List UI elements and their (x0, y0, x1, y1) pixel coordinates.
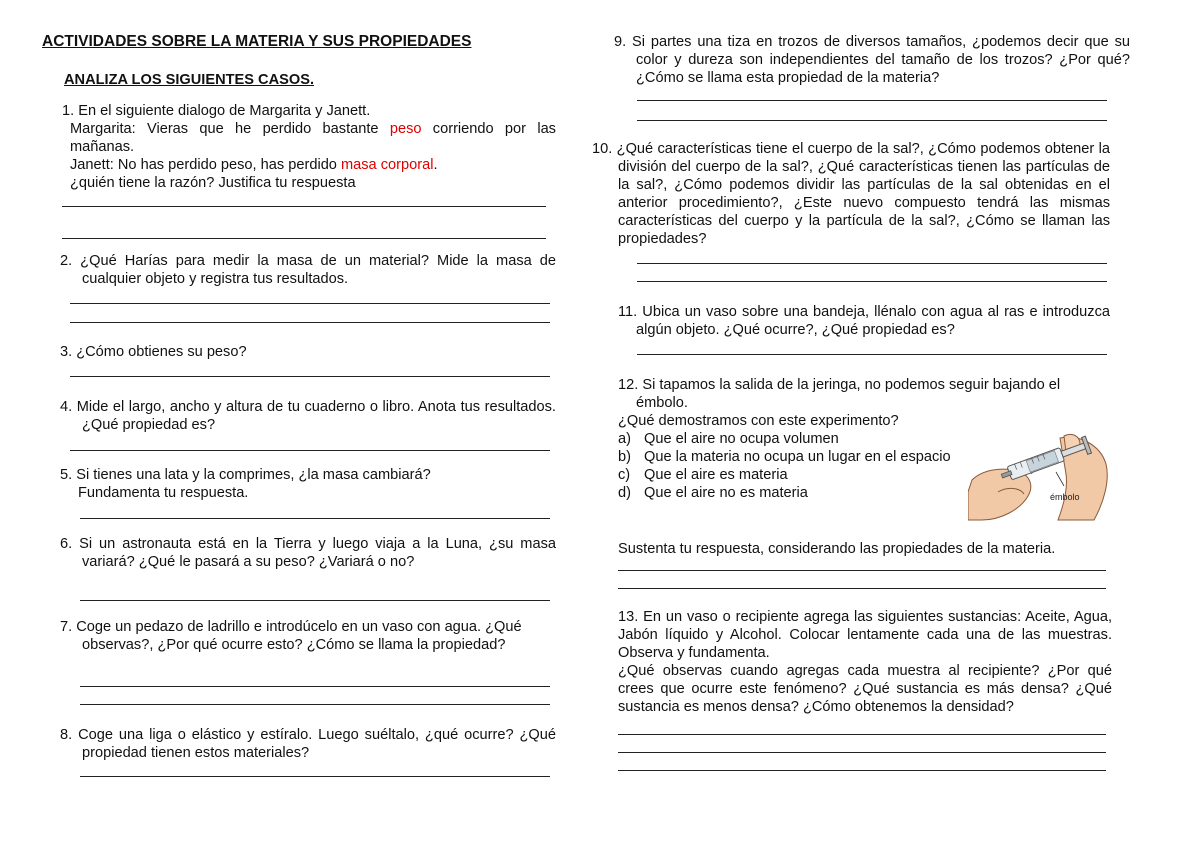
answer-line[interactable] (637, 281, 1107, 282)
q1-j-post: . (433, 157, 438, 173)
answer-line[interactable] (70, 376, 550, 377)
q1-m-post: corriendo por las mañanas. (70, 121, 556, 155)
question-3: 3. ¿Cómo obtienes su peso? (60, 344, 247, 360)
q13-p1: 13. En un vaso o recipiente agrega las siguientes sustancias: Aceite, Agua, Jabón líquido y Alcohol. Colocar lentamente cada una de las muestras. Observa y fundamenta. (618, 609, 1112, 661)
q1-janett (62, 156, 556, 174)
q1-j-red: masa corporal (340, 157, 434, 173)
q5-line-a: 5. Si tienes una lata y la comprimes, ¿la masa cambiará? (60, 467, 431, 483)
answer-line[interactable] (62, 206, 546, 207)
q12-support: Sustenta tu respuesta, considerando las propiedades de la materia. (618, 541, 1056, 557)
answer-line[interactable] (70, 303, 550, 304)
option-letter: b) (618, 449, 631, 465)
question-11: 11. Ubica un vaso sobre una bandeja, llénalo con agua al ras e introduzca algún objeto. ¿Qué ocurre?, ¿Qué propiedad es? (618, 304, 1110, 338)
option-a[interactable] (618, 430, 958, 448)
option-text: Que la materia no ocupa un lugar en el espacio (644, 449, 951, 465)
answer-line[interactable] (637, 100, 1107, 101)
question-7: 7. Coge un pedazo de ladrillo e introdúcelo en un vaso con agua. ¿Qué observas?, ¿Por qué ocurre esto? ¿Cómo se llama la propiedad? (60, 619, 522, 653)
answer-line[interactable] (618, 588, 1106, 589)
embolo-label: émbolo (1050, 492, 1080, 502)
answer-line[interactable] (70, 322, 550, 323)
answer-line[interactable] (637, 263, 1107, 264)
option-text: Que el aire es materia (644, 467, 788, 483)
option-d[interactable] (618, 484, 958, 502)
answer-line[interactable] (618, 734, 1106, 735)
question-12 (618, 376, 1110, 430)
option-letter: a) (618, 431, 631, 447)
q12-intro: 12. Si tapamos la salida de la jeringa, no podemos seguir bajando el émbolo. (618, 377, 1061, 411)
q1-intro: 1. En el siguiente dialogo de Margarita y Janett. (62, 103, 371, 119)
question-6: 6. Si un astronauta está en la Tierra y luego viaja a la Luna, ¿su masa variará? ¿Qué le pasará a su peso? ¿Variará o no? (60, 536, 556, 570)
q13-p2: ¿Qué observas cuando agregas cada muestra al recipiente? ¿Por qué crees que ocurre este fenómeno? ¿Qué sustancia es más densa? ¿Qué sustancia es menos densa? ¿Cómo obtenemos la densidad? (618, 663, 1112, 715)
question-1 (62, 102, 556, 192)
question-8: 8. Coge una liga o elástico y estíralo. Luego suéltalo, ¿qué ocurre? ¿Qué propiedad tienen estos materiales? (60, 727, 556, 761)
q1-j-pre: Janett: No has perdido peso, has perdido (70, 157, 341, 173)
answer-line[interactable] (637, 120, 1107, 121)
q1-ask: ¿quién tiene la razón? Justifica tu respuesta (70, 175, 356, 191)
option-text: Que el aire no es materia (644, 485, 808, 501)
answer-line[interactable] (618, 570, 1106, 571)
q5-line-b: Fundamenta tu respuesta. (78, 485, 249, 501)
question-4: 4. Mide el largo, ancho y altura de tu cuaderno o libro. Anota tus resultados. ¿Qué propiedad es? (60, 399, 556, 433)
option-b[interactable] (618, 448, 958, 466)
answer-line[interactable] (62, 238, 546, 239)
question-13 (618, 608, 1112, 716)
option-letter: d) (618, 485, 631, 501)
answer-line[interactable] (618, 770, 1106, 771)
q12-question: ¿Qué demostramos con este experimento? (618, 413, 899, 429)
section-subtitle: ANALIZA LOS SIGUIENTES CASOS. (64, 72, 315, 88)
question-10: 10. ¿Qué características tiene el cuerpo de la sal?, ¿Cómo podemos obtener la división del cuerpo de la sal?, ¿Qué características tienen las partículas de la sal?, ¿Cómo podemos dividir las partículas de la sal obtenidas en el anterior procedimiento?, ¿Este nuevo compuesto tendrá las mismas características del cuerpo y la partícula de la sal?, ¿Cómo se llaman las propiedades? (592, 141, 1110, 247)
answer-line[interactable] (80, 686, 550, 687)
question-2: 2. ¿Qué Harías para medir la masa de un material? Mide la masa de cualquier objeto y registra tus resultados. (60, 253, 556, 287)
answer-line[interactable] (80, 518, 550, 519)
question-5 (60, 466, 540, 502)
answer-line[interactable] (80, 600, 550, 601)
syringe-hands-illustration (968, 430, 1110, 522)
answer-line[interactable] (637, 354, 1107, 355)
q12-options (618, 430, 958, 502)
q1-m-pre: Margarita: Vieras que he perdido bastante (70, 121, 390, 137)
option-c[interactable] (618, 466, 958, 484)
option-letter: c) (618, 467, 631, 483)
answer-line[interactable] (80, 704, 550, 705)
answer-line[interactable] (618, 752, 1106, 753)
q1-m-red: peso (389, 121, 422, 137)
option-text: Que el aire no ocupa volumen (644, 431, 839, 447)
question-9: 9. Si partes una tiza en trozos de diversos tamaños, ¿podemos decir que su color y dureza son independientes del tamaño de los trozos? ¿Por qué? ¿Cómo se llama esta propiedad de la materia? (614, 34, 1130, 86)
answer-line[interactable] (70, 450, 550, 451)
page-title: ACTIVIDADES SOBRE LA MATERIA Y SUS PROPIEDADES (42, 33, 472, 50)
answer-line[interactable] (80, 776, 550, 777)
q1-margarita (62, 120, 556, 156)
